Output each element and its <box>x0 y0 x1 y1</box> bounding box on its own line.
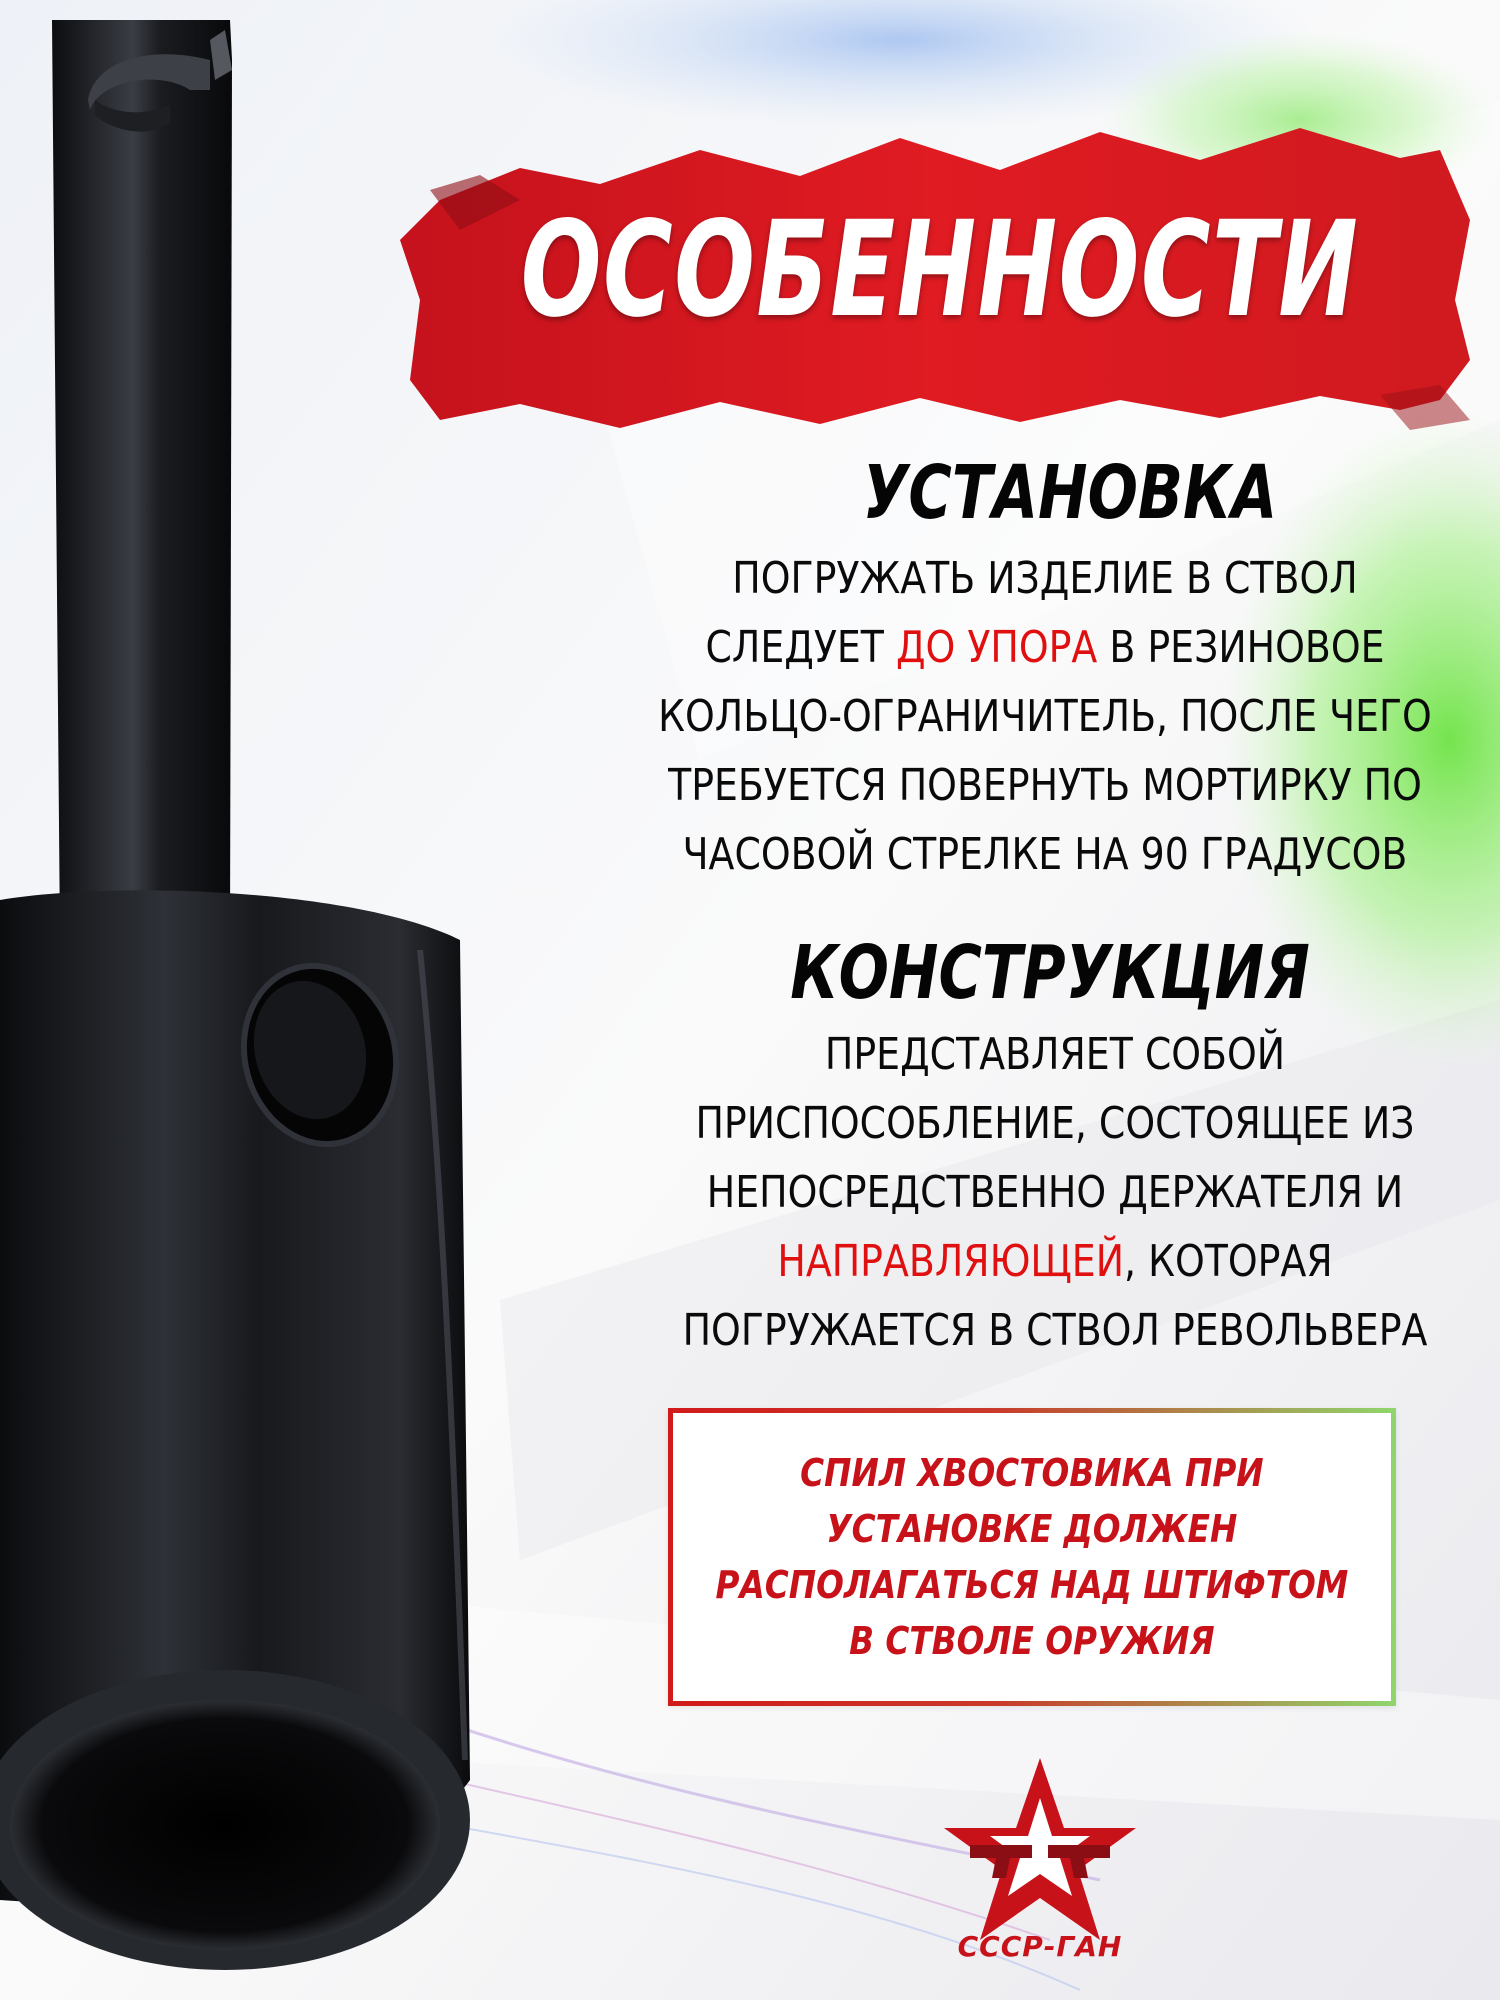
banner-title: ОСОБЕННОСТИ <box>520 193 1360 347</box>
highlighted-phrase: НАПРАВЛЯЮЩЕЙ <box>777 1236 1125 1287</box>
text-fragment: , КОТОРАЯ <box>1124 1236 1333 1287</box>
brand-logo-text: СССР-ГАН <box>957 1930 1123 1963</box>
text-line <box>611 544 1480 613</box>
text-line <box>629 1296 1480 1365</box>
text-line <box>611 751 1480 820</box>
star-with-pistols-icon <box>940 1750 1140 1960</box>
text-fragment: ТРЕБУЕТСЯ ПОВЕРНУТЬ МОРТИРКУ ПО <box>668 760 1422 811</box>
text-line <box>629 1020 1480 1089</box>
text-fragment: ПОГРУЖАТЬ ИЗДЕЛИЕ В СТВОЛ <box>732 553 1358 604</box>
text-fragment: В РЕЗИНОВОЕ <box>1097 622 1385 673</box>
text-line <box>611 613 1480 682</box>
text-line <box>629 1227 1480 1296</box>
construction-text <box>629 1020 1480 1365</box>
highlighted-phrase: ДО УПОРА <box>895 622 1098 673</box>
text-fragment: ПОГРУЖАЕТСЯ В СТВОЛ РЕВОЛЬВЕРА <box>682 1305 1428 1356</box>
construction-heading: КОНСТРУКЦИЯ <box>790 930 1310 1016</box>
text-fragment: ЧАСОВОЙ СТРЕЛКЕ НА 90 ГРАДУСОВ <box>682 829 1408 880</box>
installation-text <box>611 544 1480 889</box>
text-line <box>611 820 1480 889</box>
text-fragment: СЛЕДУЕТ <box>705 622 896 673</box>
note-line: В СТВОЛЕ ОРУЖИЯ <box>849 1619 1215 1663</box>
note-line: РАСПОЛАГАТЬСЯ НАД ШТИФТОМ <box>715 1563 1349 1607</box>
note-line: СПИЛ ХВОСТОВИКА ПРИ <box>800 1451 1264 1495</box>
text-line <box>611 682 1480 751</box>
warning-note-box <box>668 1408 1396 1706</box>
text-fragment: ПРИСПОСОБЛЕНИЕ, СОСТОЯЩЕЕ ИЗ <box>695 1098 1415 1149</box>
note-line: УСТАНОВКЕ ДОЛЖЕН <box>826 1507 1238 1551</box>
text-fragment: ПРЕДСТАВЛЯЕТ СОБОЙ <box>824 1029 1286 1080</box>
text-line <box>629 1089 1480 1158</box>
text-line <box>629 1158 1480 1227</box>
warning-note-text <box>716 1445 1349 1669</box>
text-fragment: НЕПОСРЕДСТВЕННО ДЕРЖАТЕЛЯ И <box>706 1167 1404 1218</box>
installation-heading: УСТАНОВКА <box>862 450 1278 536</box>
text-fragment: КОЛЬЦО-ОГРАНИЧИТЕЛЬ, ПОСЛЕ ЧЕГО <box>658 691 1432 742</box>
